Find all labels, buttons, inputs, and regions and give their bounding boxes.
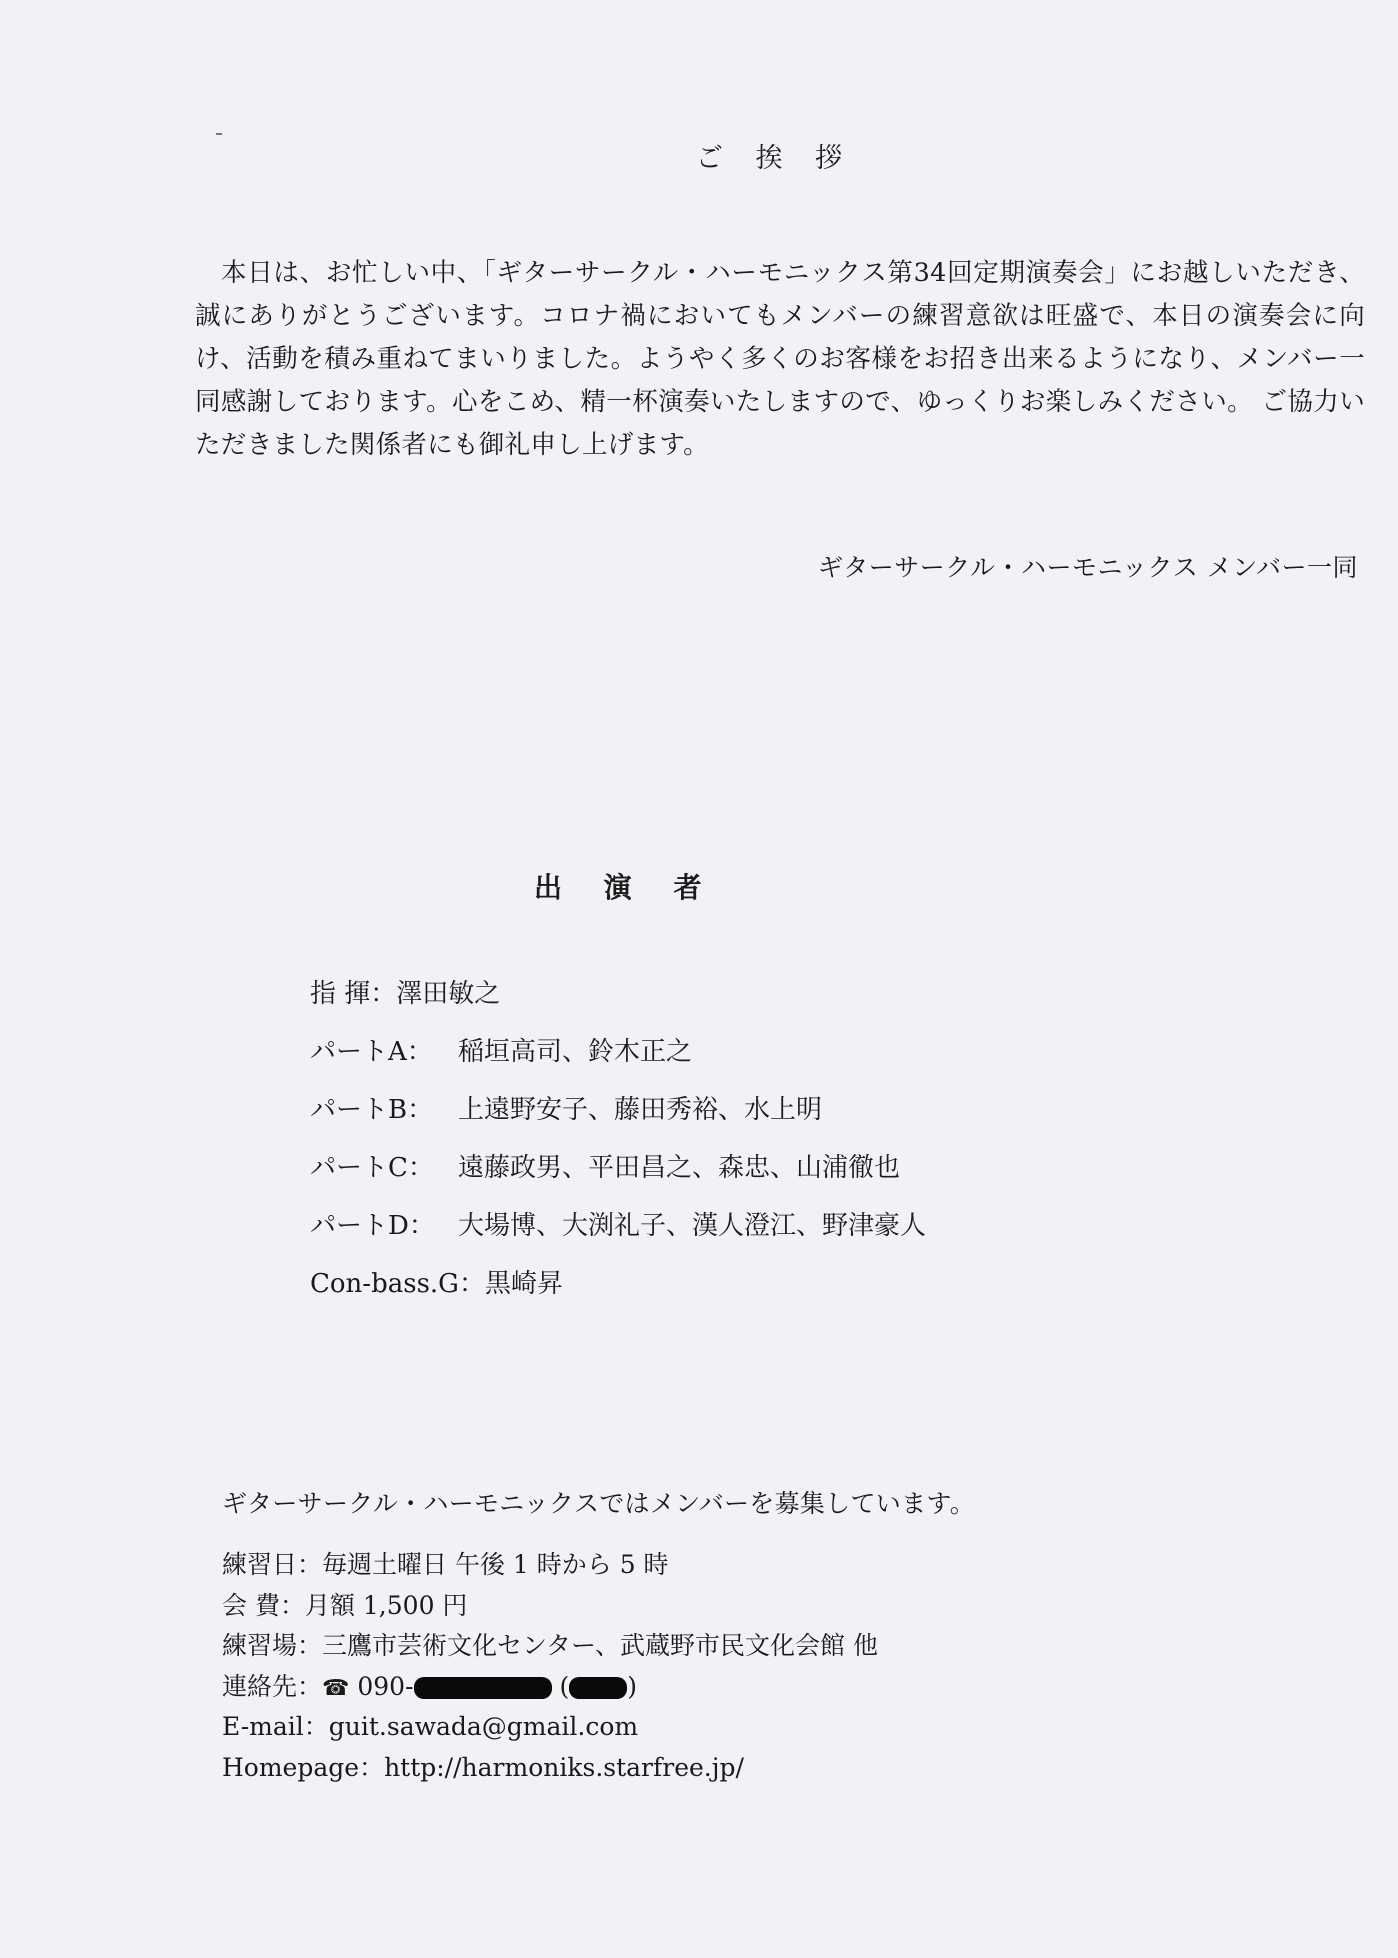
email-value[interactable]: guit.sawada@gmail.com <box>328 1712 639 1741</box>
performer-names: 大場博、大渕礼子、漢人澄江、野津豪人 <box>458 1211 927 1241</box>
greeting-body: 本日は、お忙しい中、「ギターサークル・ハーモニックス第34回定期演奏会」にお越しいただき、誠にありがとうございます。コロナ禍においてもメンバーの練習意欲は旺盛で、本日の演奏会に向け、活動を積み重ねてまいりました。ようやく多くのお客様をお招き出来るようになり、メンバー一同感謝しております。心をこめ、精一杯演奏いたしますので、ゆっくりお楽しみください。 ご協力いただきました関係者にも御礼申し上げます。 <box>195 258 1365 460</box>
recruit-headline: ギターサークル・ハーモニックスではメンバーを募集しています。 <box>222 1489 976 1518</box>
performer-row-contrabass <box>310 1263 926 1321</box>
contact-row <box>222 1667 878 1708</box>
performer-role: パートD： <box>310 1211 435 1241</box>
scan-mark <box>216 133 222 135</box>
performer-names: 黒崎昇 <box>484 1269 563 1299</box>
performer-role: パートB： <box>310 1095 434 1125</box>
performer-row-part-b <box>310 1089 926 1147</box>
phone-icon: ☎ <box>322 1675 350 1701</box>
practice-day-label: 練習日： <box>222 1550 323 1579</box>
paren-open: ( <box>559 1671 570 1701</box>
performer-role: Con-bass.G： <box>310 1269 485 1299</box>
redacted-note <box>569 1677 627 1699</box>
practice-day-row <box>222 1545 878 1586</box>
venue-value: 三鷹市芸術文化センター、武蔵野市民文化会館 他 <box>322 1631 878 1660</box>
venue-label: 練習場： <box>222 1631 323 1660</box>
redacted-phone-number <box>414 1677 552 1699</box>
performer-names: 稲垣高司、鈴木正之 <box>458 1037 693 1067</box>
greeting-signature: ギターサークル・ハーモニックス メンバー一同 <box>818 553 1358 582</box>
email-row <box>222 1707 878 1748</box>
venue-row <box>222 1626 878 1667</box>
homepage-label: Homepage： <box>222 1752 385 1782</box>
fee-row <box>222 1586 878 1627</box>
homepage-link[interactable]: http://harmoniks.starfree.jp/ <box>384 1752 744 1782</box>
practice-day-value: 毎週土曜日 午後 1 時から 5 時 <box>322 1550 669 1579</box>
greeting-title: ご 挨 拶 <box>695 143 855 174</box>
performers-list <box>310 973 926 1321</box>
performer-role: 指 揮： <box>310 979 397 1009</box>
performer-row-part-a <box>310 1031 926 1089</box>
performers-title: 出 演 者 <box>534 871 718 904</box>
performer-names: 上遠野安子、藤田秀裕、水上明 <box>458 1095 823 1125</box>
performer-names: 遠藤政男、平田昌之、森忠、山浦徹也 <box>458 1153 901 1183</box>
performer-names: 澤田敏之 <box>396 979 501 1009</box>
performer-row-part-d <box>310 1205 926 1263</box>
fee-label: 会 費： <box>222 1590 305 1620</box>
recruit-details <box>222 1545 878 1788</box>
performer-row-part-c <box>310 1147 926 1205</box>
email-label: E-mail： <box>222 1712 329 1741</box>
phone-prefix: 090- <box>357 1671 414 1701</box>
contact-label: 連絡先： <box>222 1671 323 1701</box>
homepage-row <box>222 1748 878 1789</box>
performer-role: パートC： <box>310 1153 434 1183</box>
performer-row-conductor <box>310 973 926 1031</box>
paren-close: ) <box>627 1671 638 1701</box>
performer-role: パートA： <box>310 1037 433 1067</box>
fee-value: 月額 1,500 円 <box>304 1590 468 1620</box>
